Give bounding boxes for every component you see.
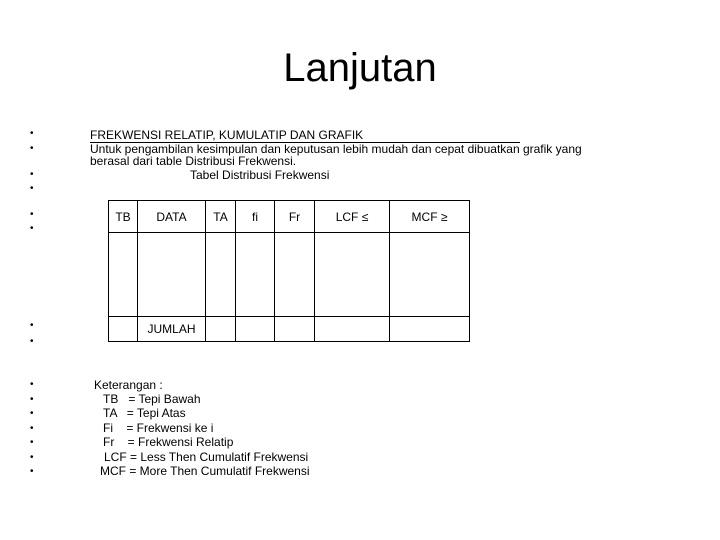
table-cell: [206, 233, 236, 317]
bullet: •: [30, 379, 34, 390]
table-cell: [138, 233, 206, 317]
header-data: DATA: [138, 201, 206, 233]
legend-item: LCF = Less Then Cumulatif Frekwensi: [104, 450, 309, 464]
table-cell: [275, 233, 315, 317]
table-cell: [390, 233, 470, 317]
table-cell: [390, 317, 470, 342]
paragraph-line-1: Untuk pengambilan kesimpulan dan keputusan lebih mudah dan cepat dibuatkan grafik yang: [90, 142, 582, 156]
table-row: [109, 233, 470, 317]
bullet: •: [30, 408, 34, 419]
legend-item: TA = Tepi Atas: [103, 406, 186, 420]
table-cell: [206, 317, 236, 342]
table-cell: [109, 317, 138, 342]
table-cell: [315, 317, 390, 342]
bullet: •: [30, 223, 34, 234]
table-cell: [236, 233, 275, 317]
section-heading: FREKWENSI RELATIP, KUMULATIP DAN GRAFIK: [90, 129, 520, 143]
legend-item: MCF = More Then Cumulatif Frekwensi: [100, 464, 310, 478]
frequency-distribution-table: [108, 200, 470, 342]
slide-title: Lanjutan: [283, 46, 437, 90]
header-mcf: MCF ≥: [390, 201, 470, 233]
table-cell: [236, 317, 275, 342]
bullet: •: [30, 336, 34, 347]
header-ta: TA: [206, 201, 236, 233]
table-caption: Tabel Distribusi Frekwensi: [190, 168, 330, 182]
table-total-row: [109, 317, 470, 342]
bullet: •: [30, 394, 34, 405]
table-cell: [315, 233, 390, 317]
header-fr: Fr: [275, 201, 315, 233]
legend-title: Keterangan :: [94, 378, 163, 392]
table-cell: [275, 317, 315, 342]
bullet: •: [30, 128, 34, 139]
header-fi: fi: [236, 201, 275, 233]
bullet: •: [30, 466, 34, 477]
legend-item: Fr = Frekwensi Relatip: [103, 435, 234, 449]
table-cell: [109, 233, 138, 317]
legend-item: Fi = Frekwensi ke i: [103, 421, 214, 435]
bullet: •: [30, 452, 34, 463]
bullet: •: [30, 423, 34, 434]
bullet: •: [30, 143, 34, 154]
legend-item: TB = Tepi Bawah: [103, 392, 201, 406]
bullet: •: [30, 169, 34, 180]
header-tb: TB: [109, 201, 138, 233]
bullet: •: [30, 183, 34, 194]
table-header-row: [109, 201, 470, 233]
total-label: JUMLAH: [138, 317, 206, 342]
paragraph-line-2: berasal dari table Distribusi Frekwensi.: [90, 154, 297, 168]
bullet: •: [30, 209, 34, 220]
bullet: •: [30, 320, 34, 331]
header-lcf: LCF ≤: [315, 201, 390, 233]
bullet: •: [30, 437, 34, 448]
